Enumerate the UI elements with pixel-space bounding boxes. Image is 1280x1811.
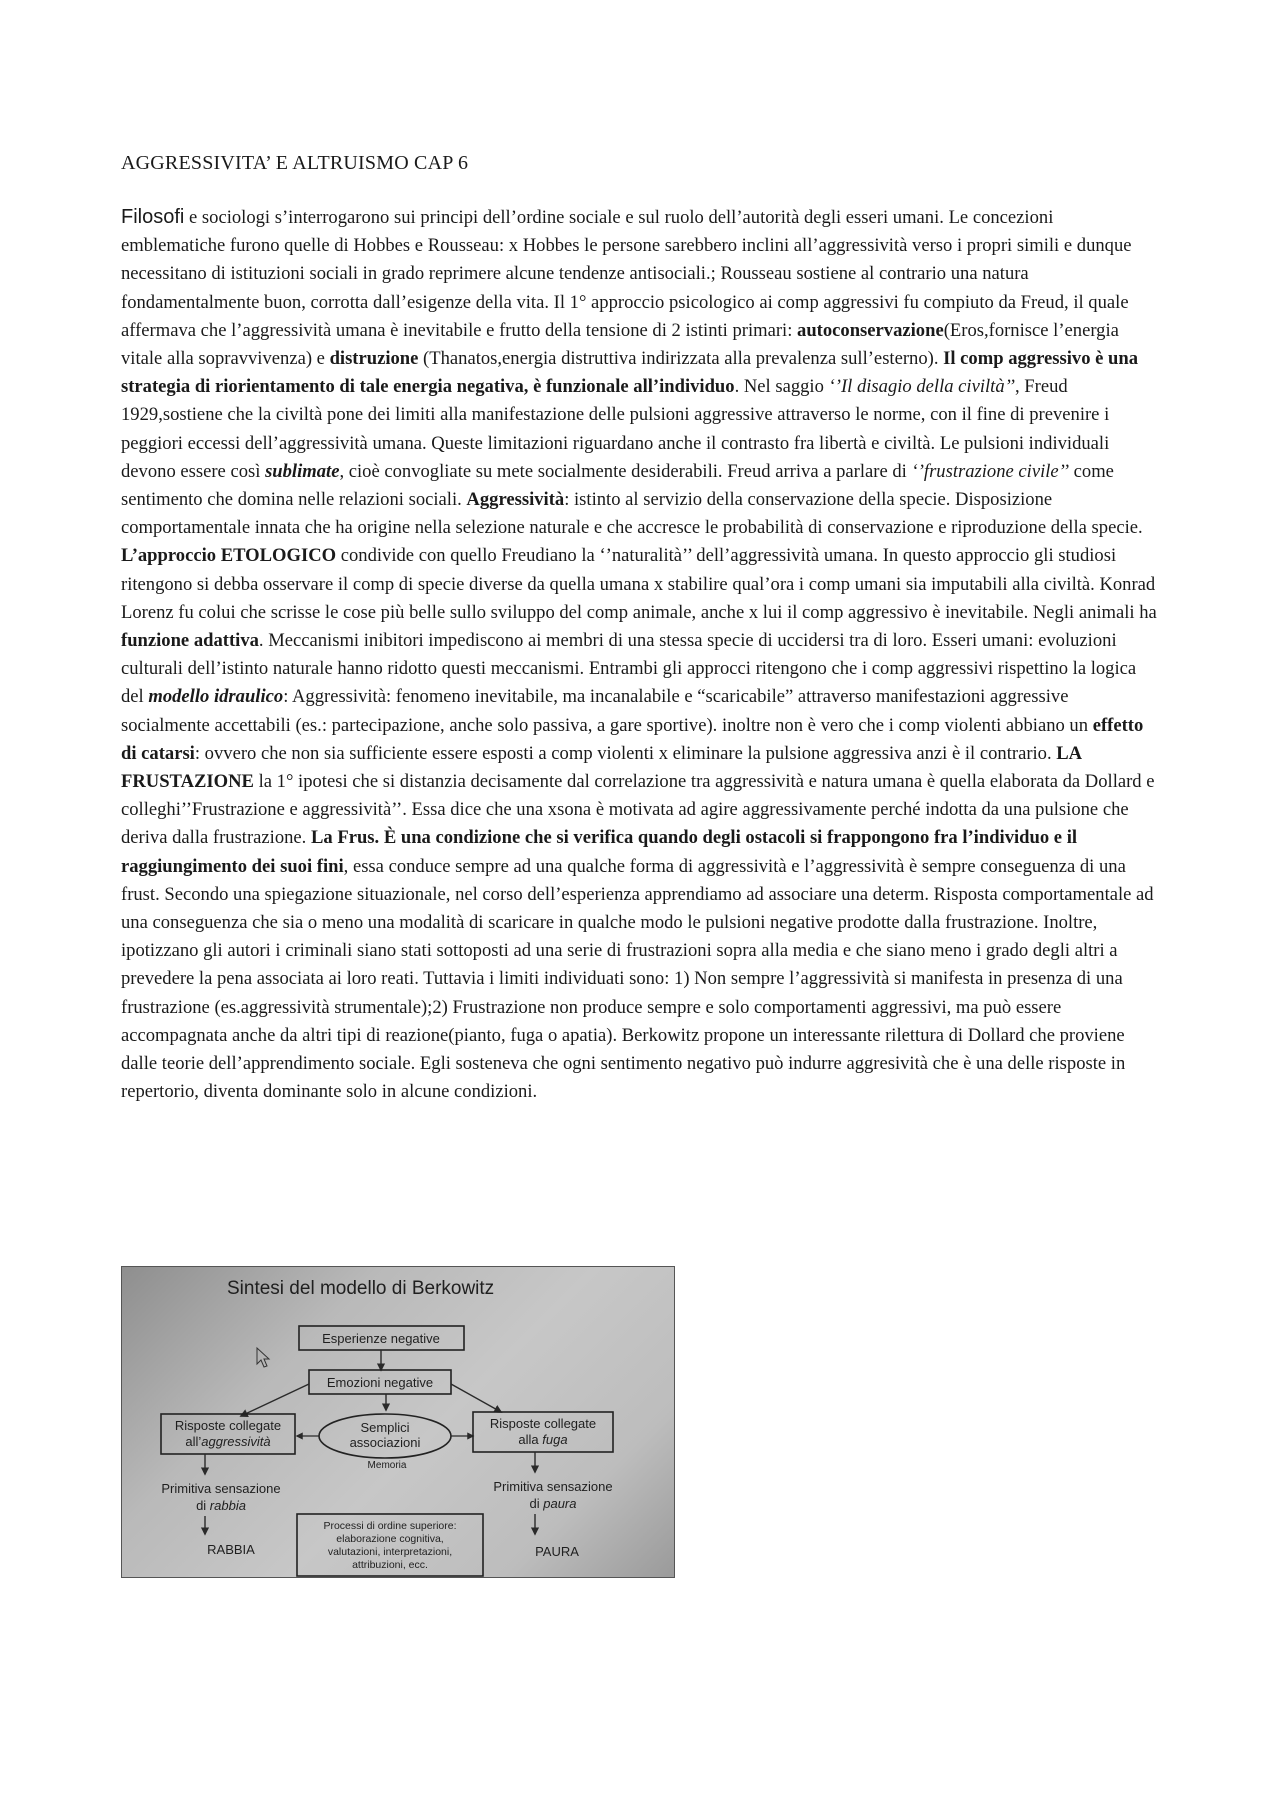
bold-run: distruzione xyxy=(329,348,419,370)
anger-outcome-label: RABBIA xyxy=(207,1542,255,1557)
anger-sensation-line2: di rabbia xyxy=(196,1498,246,1513)
text-run: (Eros,fornisce l’energia vitale alla sopravvivenza) e xyxy=(121,319,1119,370)
bold-run: Il comp aggressivo è una strategia di riorientamento di tale energia negativa, è funzionale all’individuo xyxy=(121,348,1139,398)
text-run: (Thanatos,energia distruttiva indirizzata alla prevalenza sull’esterno). xyxy=(418,348,944,370)
higher-process-line4: attribuzioni, ecc. xyxy=(352,1559,428,1571)
text-run: : ovvero che non sia sufficiente essere esposti a comp violenti x eliminare la pulsione aggressiva anzi è il contrario. xyxy=(194,742,1057,764)
body-paragraph xyxy=(121,203,1161,1107)
lead-word: Filosofi xyxy=(121,206,185,228)
berkowitz-model-figure xyxy=(121,1266,675,1578)
document-title: AGGRESSIVITA’ E ALTRUISMO CAP 6 xyxy=(121,152,469,174)
bold-run: La Frus. È una condizione che si verifica quando degli ostacoli si frappongono fra l’individuo e il raggiungimento dei suoi fini xyxy=(121,827,1078,877)
higher-process-line1: Processi di ordine superiore: xyxy=(323,1520,457,1532)
text-run: e sociologi s’interrogarono sui principi dell’ordine sociale e sul ruolo dell’autorità degli esseri umani. Le concezioni emblematiche furono quelle di Hobbes e Rousseau: x Hobbes le persone sarebbero inclini all’aggressività verso i propri simili e dunque necessitano di istituzioni sociali in grado reprimere alcune tendenze antisociali.; Rousseau sostiene al contrario una natura fondamentalmente buon, corrotta dall’esigenze della vita. Il 1° approccio psicologico ai comp aggressivi fu compiuto da Freud, il quale affermava che l’aggressività umana è inevitabile e frutto della tensione di 2 istinti primari: xyxy=(121,207,1132,341)
text-run: : Aggressività: fenomeno inevitabile, ma incanalabile e “scaricabile” attraverso manifestazioni aggressive socialmente accettabili (es.: partecipazione, anche solo passiva, a gare sportive). inoltre non è vero che i comp violenti abbiano un xyxy=(121,686,1093,736)
bold-run: funzione adattiva xyxy=(121,630,259,652)
higher-process-line2: elaborazione cognitiva, xyxy=(336,1533,444,1545)
figure-title: Sintesi del modello di Berkowitz xyxy=(227,1278,495,1299)
bold-italic-run: modello idraulico xyxy=(148,686,284,708)
memory-label: Memoria xyxy=(367,1460,407,1471)
text-run: come sentimento che domina nelle relazioni sociali. xyxy=(121,460,1114,511)
anger-sensation-line1: Primitiva sensazione xyxy=(161,1481,281,1496)
bold-run: LA FRUSTAZIONE xyxy=(121,742,1082,793)
text-run: la 1° ipotesi che si distanzia decisamente dal correlazione tra aggressività e natura umana è quella elaborata da Dollard e colleghi’’Frustrazione e aggressività’’. Essa dice che una xsona è motivata ad agire aggressivamente perché indotta da una pulsione che deriva dalla frustrazione. xyxy=(121,771,1155,849)
text-run: . Nel saggio xyxy=(734,376,829,398)
cursor-icon xyxy=(257,1348,269,1367)
bold-run: Aggressività xyxy=(466,489,565,511)
text-run: . Meccanismi inibitori impediscono ai membri di una stessa specie di uccidersi tra di loro. Esseri umani: evoluzioni culturali dell’istinto naturale hanno ridotto questi meccanismi. Entrambi gli approcci ritengono che i comp aggressivi rispettino la logica del xyxy=(121,630,1137,708)
bold-run: L’approccio ETOLOGICO xyxy=(121,545,337,567)
bold-run: autoconservazione xyxy=(797,319,944,341)
fear-sensation-line1: Primitiva sensazione xyxy=(493,1479,613,1494)
flight-responses-line2: alla fuga xyxy=(518,1432,568,1447)
berkowitz-diagram xyxy=(121,1266,675,1578)
text-run: : istinto al servizio della conservazione della specie. Disposizione comportamentale innata che ha origine nella selezione naturale e che accresce le probabilità di conservazione e riproduzione della specie. xyxy=(121,489,1143,539)
italic-run: ‘’Il disagio della civiltà’’ xyxy=(828,376,1015,398)
fear-sensation-line2: di paura xyxy=(529,1496,577,1511)
text-run: , cioè convogliate su mete socialmente desiderabili. Freud arriva a parlare di xyxy=(339,460,912,482)
fear-outcome-label: PAURA xyxy=(535,1544,579,1559)
text-run: , Freud 1929,sostiene che la civiltà pone dei limiti alla manifestazione delle pulsioni aggressive attraverso le norme, con il fine di prevenire i peggiori eccessi dell’aggressività umana. Queste limitazioni riguardano anche il contrasto fra libertà e civiltà. Le pulsioni individuali devono essere così xyxy=(121,376,1110,482)
negative-experiences-label: Esperienze negative xyxy=(322,1331,440,1346)
higher-process-line3: valutazioni, interpretazioni, xyxy=(327,1546,453,1558)
aggression-responses-line1: Risposte collegate xyxy=(174,1418,282,1433)
bold-italic-run: sublimate xyxy=(265,460,340,482)
text-run: , essa conduce sempre ad una qualche forma di aggressività e l’aggressività è sempre conseguenza di una frust. Secondo una spiegazione situazionale, nel corso dell’esperienza apprendiamo ad associare una determ. Risposta comportamentale ad una conseguenza che sia o meno una modalità di scaricare in qualche modo le pulsioni negative prodotte dalla frustrazione. Inoltre, ipotizzano gli autori i criminali siano stati sottoposti ad una serie di frustrazioni sopra alla media e che siano meno i grado degli altri a prevedere la pena associata ai loro reati. Tuttavia i limiti individuati sono: 1) Non sempre l’aggressività si manifesta in presenza di una frustrazione (es.aggressività strumentale);2) Frustrazione non produce sempre e solo comportamenti aggressivi, ma può essere accompagnata anche da altri tipi di reazione(pianto, fuga o apatia). Berkowitz propone un interessante rilettura di Dollard che proviene dalle teorie dell’apprendimento sociale. Egli sosteneva che ogni sentimento negativo può indurre aggresività che è una delle risposte in repertorio, diventa dominante solo in alcune condizioni. xyxy=(121,855,1154,1103)
associations-line1: Semplici xyxy=(360,1420,410,1435)
aggression-responses-line2: all’aggressività xyxy=(185,1434,271,1449)
italic-run: ‘’frustrazione civile’’ xyxy=(911,460,1070,482)
negative-emotions-label: Emozioni negative xyxy=(326,1375,434,1390)
associations-line2: associazioni xyxy=(349,1435,421,1450)
text-run: condivide con quello Freudiano la ‘’naturalità’’ dell’aggressività umana. In questo approccio gli studiosi ritengono si debba osservare il comp di specie diverse da quella umana x stabilire qual’ora i comp umani sia imputabili alla civiltà. Konrad Lorenz fu colui che scrisse le cose più belle sullo sviluppo del comp animale, anche x lui il comp aggressivo è inevitabile. Negli animali ha xyxy=(121,545,1157,623)
flight-responses-line1: Risposte collegate xyxy=(489,1416,597,1431)
arrow-emotions-to-flight xyxy=(451,1384,501,1412)
arrow-emotions-to-aggression xyxy=(241,1384,309,1416)
bold-run: effetto di catarsi xyxy=(121,714,1144,764)
